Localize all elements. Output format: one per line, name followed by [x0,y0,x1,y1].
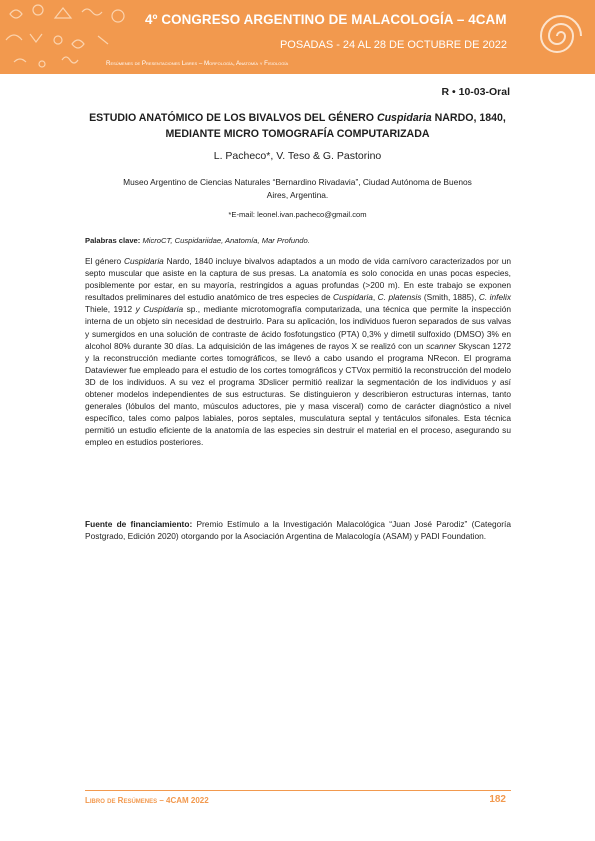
contact-email: *E-mail: leonel.ivan.pacheco@gmail.com [228,210,367,219]
abstract-text: (Smith, 1885), [421,292,479,303]
abstract-text: sp., mediante microtomografía computarizada, una técnica que permite la inspección interna de un objeto sin necesidad de destruirlo. Para su aplicación, los individuos fueron separados de sus valvas y sumergidos en una solución de contraste de ácido fosfotungstico (PTA) 0,3% y dimetil sulfoxido (DMSO) 3% en alcohol 80% durante 30 días. La adquisición de las imágenes de rayos X se realizó con un [85,304,511,351]
spiral-shell-icon [533,6,589,66]
abstract-text: Nardo, 1840 incluye bivalvos adaptados a un modo de vida carnívoro caracterizados por un septo muscular que asiste en la captura de sus presas. La anatomía es solo conocida en unas pocas especies, posiblemente por estar, en su mayoría, restringidos a aguas profundas (>200 m). En este trabajo se exponen resultados preliminares del estudio anatómico de tres especies de [85,256,511,303]
abstract-text: Thiele, 1912 [85,304,136,315]
abstract-text: El género [85,256,124,266]
funding-text: Premio Estímulo a la Investigación Malacológica “Juan José Parodiz” (Categoría Postgrado, Edición 2020) otorgando por la Asociación Argentina de Malacología (ASAM) y PADI Foundation. [85,519,511,542]
presentation-code: R • 10-03-Oral [441,86,510,98]
congress-title: 4º CONGRESO ARGENTINO DE MALACOLOGÍA – 4CAM [145,12,507,27]
footer-book-title: Libro de Resúmenes – 4CAM 2022 [85,796,209,805]
abstract-paragraph [85,255,511,449]
congress-dates: POSADAS - 24 AL 28 DE OCTUBRE DE 2022 [279,39,507,51]
keywords-text: MicroCT, Cuspidariidae, Anatomía, Mar Profundo. [142,236,310,245]
abstract-italic: Cuspidaria [333,292,373,303]
keywords [85,236,511,245]
affiliation: Museo Argentino de Ciencias Naturales “Bernardino Rivadavia”, Ciudad Autónoma de Buenos Aires, Argentina. [123,177,472,200]
section-name: Resúmenes de Presentaciones Libres – Morfología, Anatomía y Fisiología [106,60,289,67]
abstract-italic: C. platensis [377,292,422,303]
header-banner [0,0,595,74]
title-part-2: NARDO, 1840, MEDIANTE MICRO TOMOGRAFÍA COMPUTARIZADA [165,112,506,140]
title-part-1: ESTUDIO ANATÓMICO DE LOS BIVALVOS DEL GÉNERO [89,112,377,124]
authors: L. Pacheco*, V. Teso & G. Pastorino [213,150,382,162]
abstract-italic: scanner [426,340,456,351]
abstract-italic: C. infelix [478,292,511,303]
abstract-text: , [372,292,378,303]
footer-divider [85,790,511,791]
page-number: 182 [489,794,506,805]
abstract-italic: Cuspidaria [123,256,164,266]
funding-paragraph [85,518,511,542]
abstract-italic: y Cuspidaria [135,304,184,315]
paper-title [84,110,511,142]
keywords-label: Palabras clave: [85,236,141,245]
funding-label: Fuente de financiamiento: [85,519,193,529]
title-genus: Cuspidaria [376,112,432,124]
abstract-text: Skyscan 1272 y la reconstrucción mediante cortes tomográficos, se llevó a cabo usando el programa NRecon. El programa Dataviewer fue empleado para el estudio de los cortes tomográficos y CTVox permitió la reconstrucción del modelo 3D de los individuos. A su vez el programa 3Dslicer permitió realizar la segmentación de los individuos y así obtener modelos independientes de sus estructuras. Se distinguieron y describieron estructuras internas, tanto generales (lóbulos del manto, músculos aductores, pie y masa visceral) como de carácter diagnóstico a nivel específico, tales como palpos labiales, poros septales, musculatura septal y tentáculos sifonales. Esta técnica permitió un estudio eficiente de la anatomía de las especies sin destruir el material en el proceso, asegurando su empleo en estudios posteriores. [85,340,512,448]
